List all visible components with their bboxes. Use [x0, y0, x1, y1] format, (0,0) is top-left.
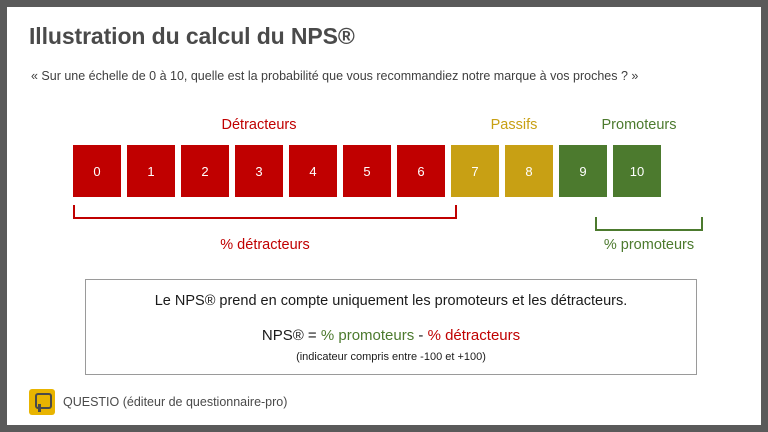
scale-box: 1	[127, 145, 175, 197]
formula-panel	[85, 279, 697, 375]
slide-canvas	[7, 7, 761, 425]
bracket-bar	[595, 229, 703, 231]
scale-box: 5	[343, 145, 391, 197]
scale-box: 7	[451, 145, 499, 197]
formula-description: Le NPS® prend en compte uniquement les promoteurs et les détracteurs.	[154, 293, 628, 309]
bracket-promoters	[595, 217, 703, 231]
nps-scale	[73, 145, 661, 197]
footer	[29, 389, 287, 415]
scale-box: 10	[613, 145, 661, 197]
formula-nps-prefix: NPS® =	[261, 327, 321, 344]
page-title: Illustration du calcul du NPS®	[29, 23, 355, 49]
formula-equation	[86, 327, 696, 344]
group-label-detractors: Détracteurs	[221, 117, 297, 133]
bracket-bar	[73, 217, 457, 219]
group-label-promoters: Promoteurs	[601, 117, 677, 133]
formula-detractors-term: % détracteurs	[427, 327, 521, 344]
scale-box: 3	[235, 145, 283, 197]
scale-box: 8	[505, 145, 553, 197]
scale-box: 0	[73, 145, 121, 197]
bracket-detractors	[73, 205, 457, 219]
footer-label: QUESTIO (éditeur de questionnaire-pro)	[63, 395, 288, 409]
scale-box: 6	[397, 145, 445, 197]
formula-note: (indicateur compris entre -100 et +100)	[296, 351, 486, 363]
scale-box: 4	[289, 145, 337, 197]
scale-box: 9	[559, 145, 607, 197]
group-label-passives: Passifs	[490, 117, 538, 133]
formula-promoters-term: % promoteurs	[320, 327, 415, 344]
survey-question-text: « Sur une échelle de 0 à 10, quelle est la probabilité que vous recommandiez notre marque à vos proches ? »	[31, 69, 639, 83]
label-pct-promoters: % promoteurs	[603, 237, 695, 253]
scale-box: 2	[181, 145, 229, 197]
questio-logo-icon	[29, 389, 55, 415]
label-pct-detractors: % détracteurs	[220, 237, 310, 253]
formula-operator: -	[414, 327, 428, 344]
